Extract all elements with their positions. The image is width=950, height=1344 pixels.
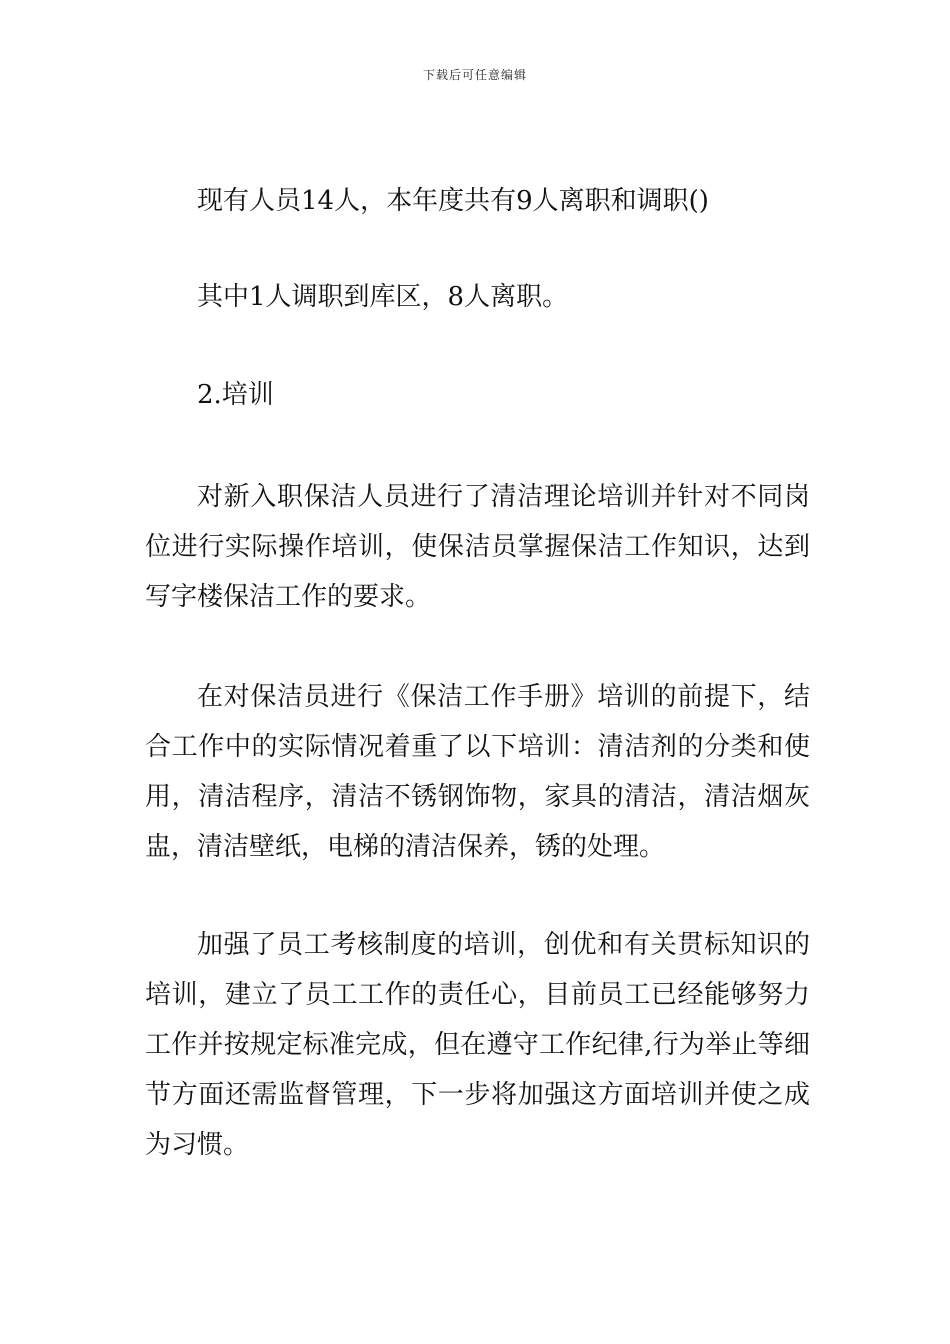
paragraph-transfer-detail: 其中1人调职到库区，8人离职。 [197,282,569,312]
paragraph-new-hire-training: 对新入职保洁人员进行了清洁理论培训并针对不同岗位进行实际操作培训，使保洁员掌握保洁工作知识，达到写字楼保洁工作的要求。 [145,482,810,612]
header-note: 下载后可任意编辑 [422,68,527,82]
section-heading-training: 2.培训 [197,380,274,410]
paragraph-staff-count: 现有人员14人，本年度共有9人离职和调职() [197,186,709,216]
paragraph-assessment-training: 加强了员工考核制度的培训，创优和有关贯标知识的培训，建立了员工工作的责任心，目前员工已经能够努力工作并按规定标准完成，但在遵守工作纪律,行为举止等细节方面还需监督管理，下一步将加强这方面培训并使之成为习惯。 [145,930,810,1160]
paragraph-manual-training: 在对保洁员进行《保洁工作手册》培训的前提下，结合工作中的实际情况着重了以下培训：清洁剂的分类和使用，清洁程序，清洁不锈钢饰物，家具的清洁，清洁烟灰盅，清洁壁纸，电梯的清洁保养，锈的处理。 [145,682,810,862]
